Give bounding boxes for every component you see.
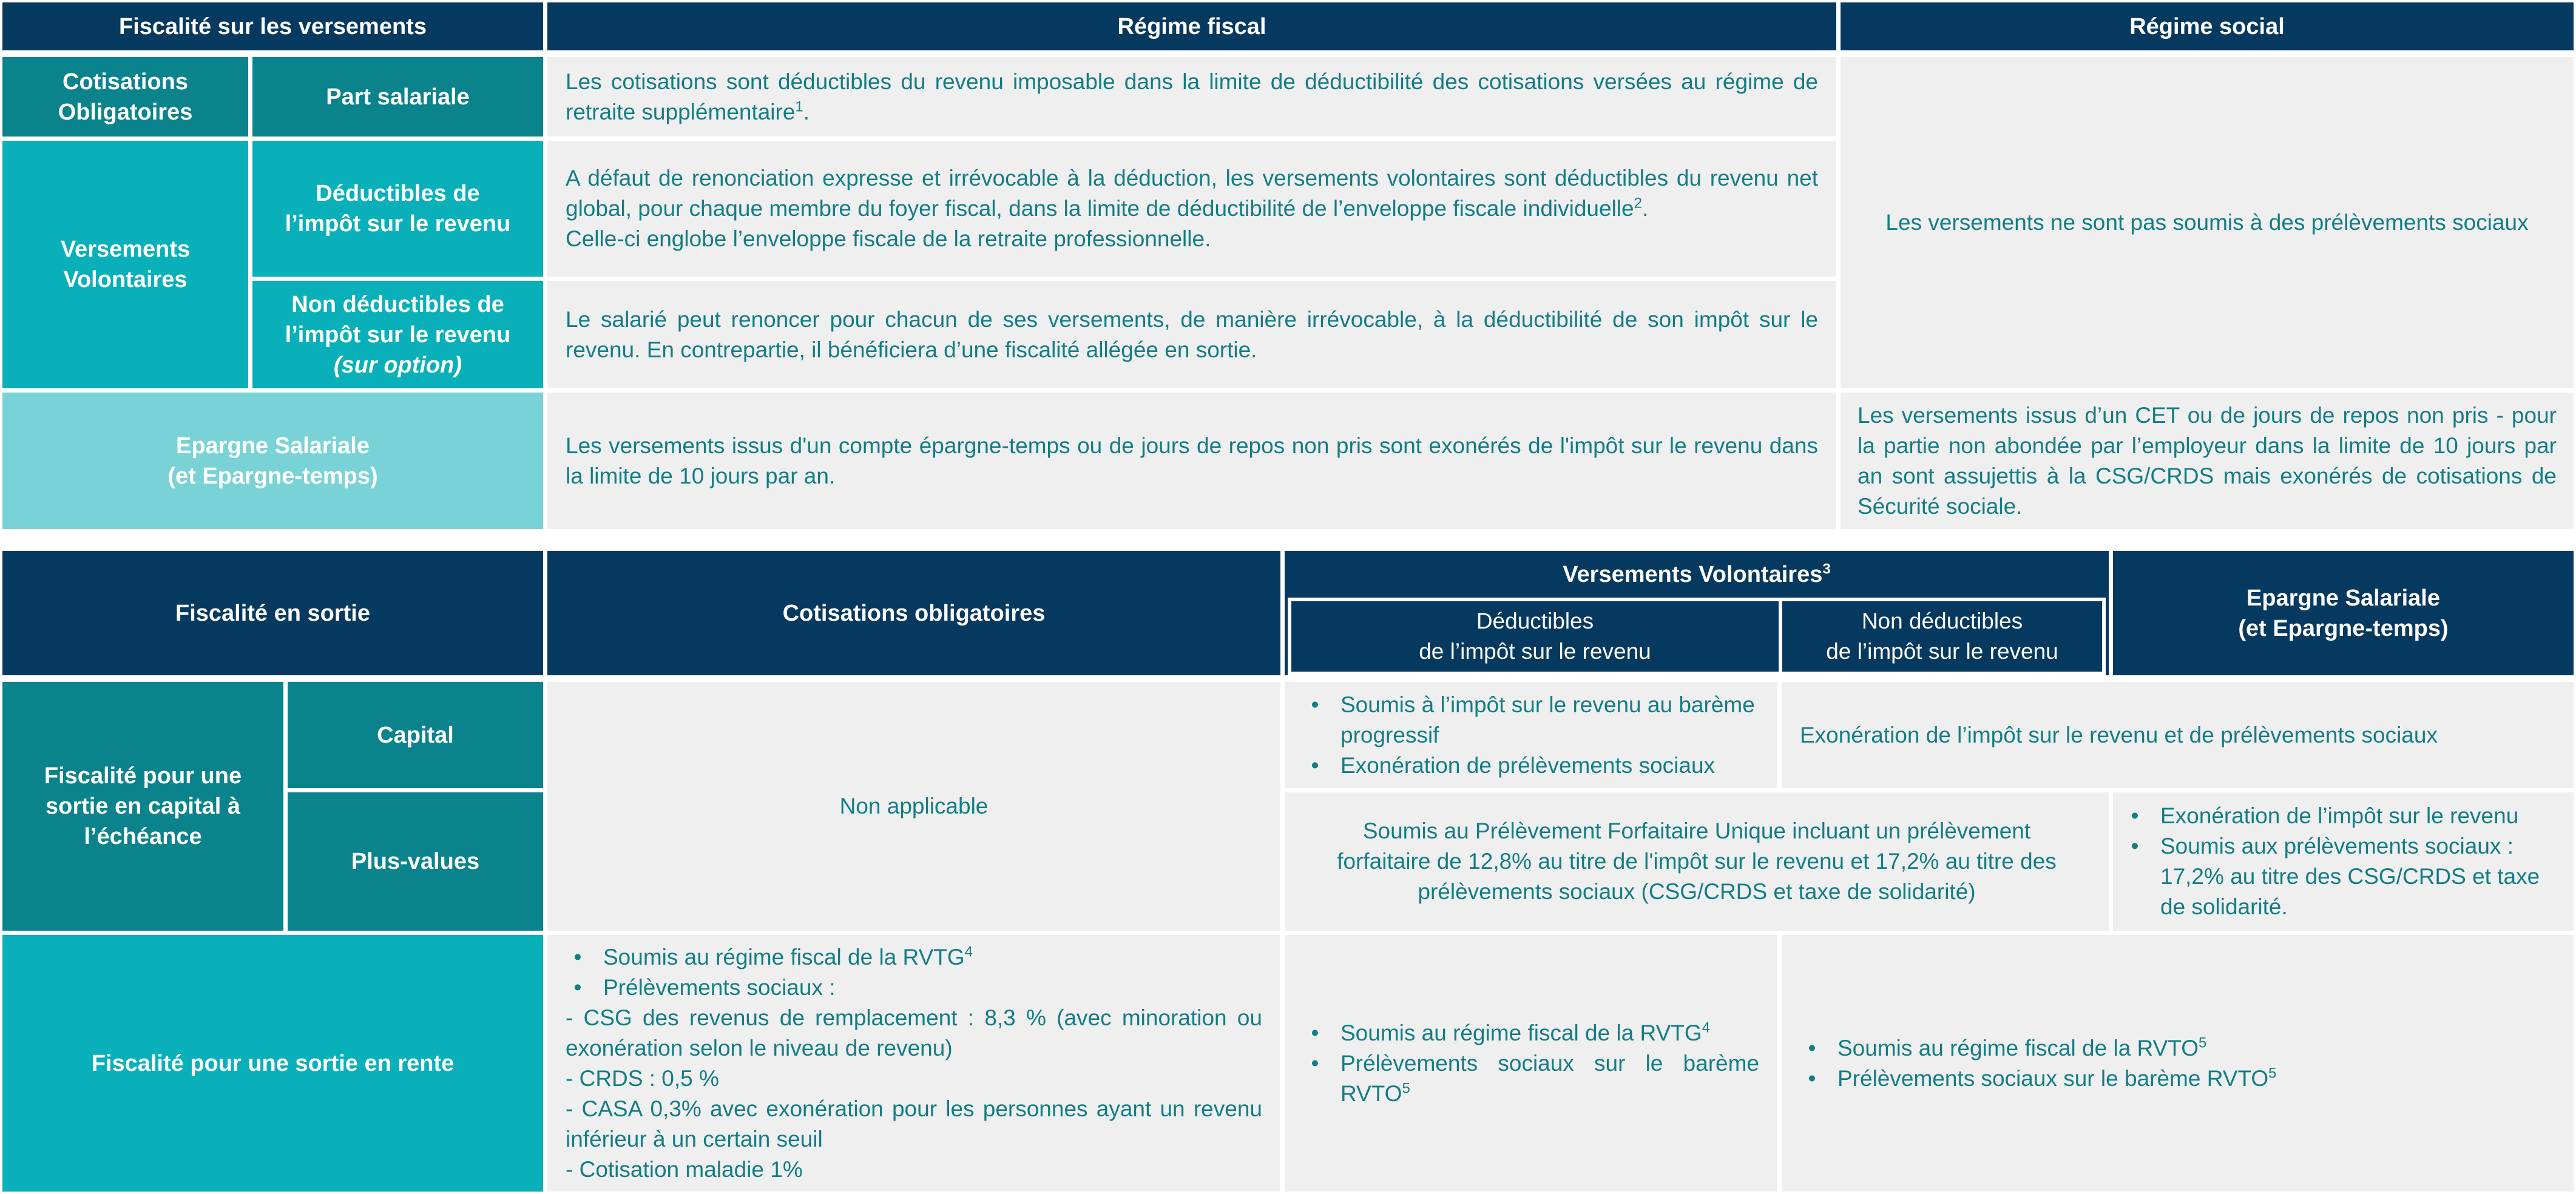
list-item: • Soumis au régime fiscal de la RVTO$^5$ bbox=[1837, 1033, 2555, 1064]
epargne-social-text: Les versements issus d’un CET ou de jours de repos non pris - pour la partie non abondée par l’employeur dans la limite de 10 jours par an sont assujettis à la CSG/CRDS mais exonérés de cotisations de Sécurité sociale. bbox=[1841, 393, 2574, 529]
deductibles-fiscal-text: A défaut de renonciation expresse et irrévocable à la déduction, les versements volontaires sont déductibles du revenu net global, pour chaque membre du foyer fiscal, dans la limite de déductibilité de l’enveloppe fiscale individuelle$^2$. Celle-ci englobe l’enveloppe fiscale de la retraite professionnelle. bbox=[547, 141, 1836, 277]
label-sortie-capital: Fiscalité pour une sortie en capital à l’échéance bbox=[2, 682, 283, 931]
rente-deductibles-cell bbox=[1285, 935, 1777, 1192]
label-plus-values: Plus-values bbox=[288, 792, 543, 931]
rente-cotisations-cell bbox=[547, 935, 1280, 1192]
label-epargne-salariale: Epargne Salariale (et Epargne-temps) bbox=[2, 393, 543, 529]
non-deductibles-fiscal-text: Le salarié peut renoncer pour chacun de ses versements, de manière irrévocable, à la déductibilité de son impôt sur le revenu. En contrepartie, il bénéficiera d’une fiscalité allégée en sortie. bbox=[547, 281, 1836, 388]
rente-line: - CRDS : 0,5 % bbox=[566, 1065, 719, 1091]
label-sortie-rente: Fiscalité pour une sortie en rente bbox=[2, 935, 543, 1192]
list-item: • Soumis à l’impôt sur le revenu au barème progressif bbox=[1340, 690, 1759, 750]
label-versements-volontaires: Versements Volontaires bbox=[2, 141, 248, 388]
epargne-fiscal-text: Les versements issus d'un compte épargne-temps ou de jours de repos non pris sont exonérés de l'impôt sur le revenu dans la limite de 10 jours par an. bbox=[547, 393, 1836, 529]
list-item: • Prélèvements sociaux : bbox=[603, 973, 1262, 1003]
non-applicable-cell: Non applicable bbox=[547, 682, 1280, 931]
header-fiscalite-versements: Fiscalité sur les versements bbox=[2, 2, 543, 50]
list-item: • Prélèvements sociaux sur le barème RVTO$^5$ bbox=[1837, 1064, 2555, 1094]
label-non-deductibles: Non déductibles de l’impôt sur le revenu (sur option) bbox=[252, 281, 543, 388]
list-item: • Prélèvements sociaux sur le barème RVTO$^5$ bbox=[1340, 1048, 1759, 1109]
social-text-no-levies: Les versements ne sont pas soumis à des prélèvements sociaux bbox=[1841, 57, 2574, 388]
part-salariale-fiscal-text: Les cotisations sont déductibles du revenu imposable dans la limite de déductibilité des cotisations versées au régime de retraite supplémentaire$^1$. bbox=[547, 57, 1836, 137]
header-fiscalite-sortie: Fiscalité en sortie bbox=[2, 551, 543, 675]
label-deductibles: Déductibles de l’impôt sur le revenu bbox=[252, 141, 543, 277]
list-item: • Soumis au régime fiscal de la RVTG$^4$ bbox=[603, 942, 1262, 973]
header-regime-fiscal: Régime fiscal bbox=[547, 2, 1836, 50]
label-cotisations-obligatoires: Cotisations Obligatoires bbox=[2, 57, 248, 137]
label-part-salariale: Part salariale bbox=[252, 57, 543, 137]
rente-line: - Cotisation maladie 1% bbox=[566, 1156, 803, 1182]
header-deductibles: Déductibles de l’impôt sur le revenu bbox=[1288, 598, 1782, 675]
header-cotisations-obligatoires: Cotisations obligatoires bbox=[547, 551, 1280, 675]
list-item: • Soumis aux prélèvements sociaux : 17,2% au titre des CSG/CRDS et taxe de solidarité. bbox=[2160, 831, 2561, 922]
rente-non-deductibles-cell bbox=[1782, 935, 2574, 1192]
list-item: • Exonération de l’impôt sur le revenu bbox=[2160, 801, 2561, 831]
pfu-cell: Soumis au Prélèvement Forfaitaire Unique incluant un prélèvement forfaitaire de 12,8% au titre de l'impôt sur le revenu et 17,2% au titre des prélèvements sociaux (CSG/CRDS et taxe de solidarité) bbox=[1285, 792, 2109, 931]
capital-exoneration-cell: Exonération de l’impôt sur le revenu et de prélèvements sociaux bbox=[1782, 682, 2574, 788]
header-epargne-salariale: Epargne Salariale (et Epargne-temps) bbox=[2113, 551, 2574, 675]
header-versements-volontaires: Versements Volontaires$^3$ bbox=[1563, 560, 1831, 587]
capital-deductibles-cell bbox=[1285, 682, 1777, 788]
header-versements-volontaires-group bbox=[1285, 551, 2109, 675]
header-non-deductibles: Non déductibles de l’impôt sur le revenu bbox=[1779, 598, 2106, 675]
rente-line: - CASA 0,3% avec exonération pour les personnes ayant un revenu inférieur à un certain seuil bbox=[566, 1096, 1262, 1152]
header-regime-social: Régime social bbox=[1841, 2, 2574, 50]
label-capital: Capital bbox=[288, 682, 543, 788]
plus-values-epargne-cell bbox=[2113, 792, 2574, 931]
list-item: • Soumis au régime fiscal de la RVTG$^4$ bbox=[1340, 1018, 1759, 1048]
list-item: • Exonération de prélèvements sociaux bbox=[1340, 750, 1759, 781]
rente-line: - CSG des revenus de remplacement : 8,3 % (avec minoration ou exonération selon le niveau de revenu) bbox=[566, 1005, 1262, 1061]
